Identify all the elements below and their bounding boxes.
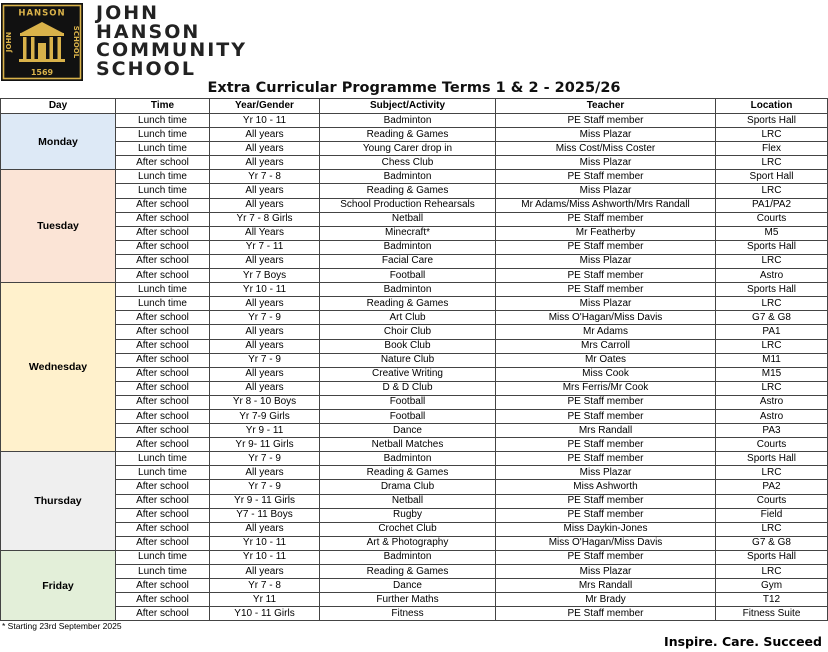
time-cell: After school	[116, 494, 210, 508]
year-cell: All years	[210, 367, 320, 381]
activity-cell: D & D Club	[320, 381, 496, 395]
teacher-cell: Mr Adams	[496, 325, 716, 339]
activity-cell: Dance	[320, 424, 496, 438]
location-cell: Sports Hall	[716, 283, 828, 297]
time-cell: After school	[116, 395, 210, 409]
location-cell: LRC	[716, 297, 828, 311]
activity-cell: Badminton	[320, 452, 496, 466]
teacher-cell: PE Staff member	[496, 494, 716, 508]
year-cell: All years	[210, 325, 320, 339]
year-cell: All years	[210, 198, 320, 212]
year-cell: All years	[210, 381, 320, 395]
year-cell: All years	[210, 156, 320, 170]
location-cell: Courts	[716, 438, 828, 452]
time-cell: After school	[116, 325, 210, 339]
location-cell: Field	[716, 508, 828, 522]
activity-cell: Badminton	[320, 240, 496, 254]
column-header-time: Time	[116, 99, 210, 114]
year-cell: All years	[210, 339, 320, 353]
table-row	[1, 156, 828, 170]
location-cell: LRC	[716, 156, 828, 170]
activity-cell: Further Maths	[320, 593, 496, 607]
table-header-row	[1, 99, 828, 114]
location-cell: Fitness Suite	[716, 607, 828, 621]
table-row	[1, 480, 828, 494]
location-cell: Sports Hall	[716, 114, 828, 128]
year-cell: Yr 7 Boys	[210, 269, 320, 283]
teacher-cell: Mrs Ferris/Mr Cook	[496, 381, 716, 395]
location-cell: LRC	[716, 381, 828, 395]
activity-cell: Badminton	[320, 283, 496, 297]
table-row	[1, 494, 828, 508]
activity-cell: Art Club	[320, 311, 496, 325]
day-cell-tuesday: Tuesday	[1, 170, 116, 283]
location-cell: Flex	[716, 142, 828, 156]
activity-cell: Book Club	[320, 339, 496, 353]
location-cell: LRC	[716, 522, 828, 536]
year-cell: Yr 9 - 11	[210, 424, 320, 438]
activity-cell: Dance	[320, 579, 496, 593]
year-cell: Yr 7 - 8	[210, 579, 320, 593]
location-cell: G7 & G8	[716, 311, 828, 325]
activity-cell: Art & Photography	[320, 536, 496, 550]
teacher-cell: PE Staff member	[496, 452, 716, 466]
activity-cell: Young Carer drop in	[320, 142, 496, 156]
activity-cell: Choir Club	[320, 325, 496, 339]
footnote: * Starting 23rd September 2025	[2, 621, 122, 631]
time-cell: After school	[116, 353, 210, 367]
time-cell: After school	[116, 536, 210, 550]
school-name-line: JOHN	[96, 2, 160, 24]
activity-cell: Minecraft*	[320, 226, 496, 240]
activity-cell: Reading & Games	[320, 466, 496, 480]
teacher-cell: Miss Daykin-Jones	[496, 522, 716, 536]
activity-cell: Drama Club	[320, 480, 496, 494]
time-cell: After school	[116, 381, 210, 395]
teacher-cell: Miss Cook	[496, 367, 716, 381]
teacher-cell: Miss Plazar	[496, 565, 716, 579]
teacher-cell: Miss Plazar	[496, 297, 716, 311]
column-header-location: Location	[716, 99, 828, 114]
year-cell: Yr 7 - 9	[210, 311, 320, 325]
activity-cell: Creative Writing	[320, 367, 496, 381]
location-cell: M11	[716, 353, 828, 367]
year-cell: Yr 10 - 11	[210, 283, 320, 297]
activity-cell: Badminton	[320, 170, 496, 184]
table-row	[1, 142, 828, 156]
table-row	[1, 522, 828, 536]
table-row	[1, 240, 828, 254]
activity-cell: Netball	[320, 494, 496, 508]
time-cell: After school	[116, 508, 210, 522]
teacher-cell: PE Staff member	[496, 550, 716, 564]
teacher-cell: Miss Plazar	[496, 128, 716, 142]
page-title: Extra Curricular Programme Terms 1 & 2 - 2025/26	[207, 80, 621, 96]
table-row	[1, 184, 828, 198]
activity-cell: Badminton	[320, 550, 496, 564]
school-crest-logo	[1, 3, 83, 81]
teacher-cell: PE Staff member	[496, 409, 716, 423]
crest-left-text: JOHN	[5, 31, 13, 53]
year-cell: All years	[210, 254, 320, 268]
table-row	[1, 536, 828, 550]
teacher-cell: PE Staff member	[496, 240, 716, 254]
activity-cell: Reading & Games	[320, 565, 496, 579]
year-cell: Yr 10 - 11	[210, 550, 320, 564]
location-cell: Sports Hall	[716, 550, 828, 564]
time-cell: After school	[116, 424, 210, 438]
activity-cell: Reading & Games	[320, 184, 496, 198]
location-cell: PA1	[716, 325, 828, 339]
year-cell: All years	[210, 184, 320, 198]
time-cell: After school	[116, 311, 210, 325]
year-cell: Y10 - 11 Girls	[210, 607, 320, 621]
location-cell: LRC	[716, 254, 828, 268]
location-cell: LRC	[716, 565, 828, 579]
activity-cell: Football	[320, 395, 496, 409]
time-cell: After school	[116, 607, 210, 621]
location-cell: Sport Hall	[716, 170, 828, 184]
table-row	[1, 409, 828, 423]
year-cell: Y7 - 11 Boys	[210, 508, 320, 522]
year-cell: All years	[210, 466, 320, 480]
day-cell-friday: Friday	[1, 550, 116, 620]
activity-cell: Chess Club	[320, 156, 496, 170]
location-cell: T12	[716, 593, 828, 607]
time-cell: After school	[116, 254, 210, 268]
year-cell: All years	[210, 128, 320, 142]
teacher-cell: PE Staff member	[496, 438, 716, 452]
year-cell: Yr 7 - 11	[210, 240, 320, 254]
location-cell: LRC	[716, 128, 828, 142]
time-cell: After school	[116, 438, 210, 452]
table-row	[1, 353, 828, 367]
time-cell: After school	[116, 480, 210, 494]
year-cell: Yr 10 - 11	[210, 114, 320, 128]
crest-year-text: 1569	[30, 68, 54, 77]
time-cell: Lunch time	[116, 184, 210, 198]
location-cell: PA2	[716, 480, 828, 494]
table-row	[1, 254, 828, 268]
time-cell: After school	[116, 156, 210, 170]
teacher-cell: Miss Cost/Miss Coster	[496, 142, 716, 156]
teacher-cell: PE Staff member	[496, 283, 716, 297]
table-row	[1, 607, 828, 621]
table-row	[1, 128, 828, 142]
table-row	[1, 579, 828, 593]
day-cell-wednesday: Wednesday	[1, 283, 116, 452]
activity-cell: Rugby	[320, 508, 496, 522]
year-cell: Yr 7-9 Girls	[210, 409, 320, 423]
year-cell: All years	[210, 522, 320, 536]
time-cell: Lunch time	[116, 128, 210, 142]
school-name-line: COMMUNITY	[96, 39, 248, 61]
column-header-year: Year/Gender	[210, 99, 320, 114]
activity-cell: Netball	[320, 212, 496, 226]
teacher-cell: PE Staff member	[496, 607, 716, 621]
activity-cell: Football	[320, 409, 496, 423]
day-cell-monday: Monday	[1, 114, 116, 170]
year-cell: Yr 8 - 10 Boys	[210, 395, 320, 409]
teacher-cell: Mrs Randall	[496, 424, 716, 438]
year-cell: Yr 11	[210, 593, 320, 607]
table-row	[1, 565, 828, 579]
year-cell: All Years	[210, 226, 320, 240]
table-row	[1, 466, 828, 480]
column-header-activity: Subject/Activity	[320, 99, 496, 114]
location-cell: PA1/PA2	[716, 198, 828, 212]
table-row	[1, 508, 828, 522]
teacher-cell: PE Staff member	[496, 170, 716, 184]
teacher-cell: PE Staff member	[496, 269, 716, 283]
activity-cell: Nature Club	[320, 353, 496, 367]
location-cell: M5	[716, 226, 828, 240]
teacher-cell: Miss Plazar	[496, 156, 716, 170]
table-row	[1, 438, 828, 452]
teacher-cell: Mr Oates	[496, 353, 716, 367]
table-row	[1, 226, 828, 240]
time-cell: After school	[116, 269, 210, 283]
location-cell: Sports Hall	[716, 240, 828, 254]
time-cell: After school	[116, 409, 210, 423]
teacher-cell: Mrs Carroll	[496, 339, 716, 353]
table-row	[1, 550, 828, 564]
table-row	[1, 212, 828, 226]
time-cell: Lunch time	[116, 297, 210, 311]
year-cell: Yr 9 - 11 Girls	[210, 494, 320, 508]
location-cell: Gym	[716, 579, 828, 593]
time-cell: Lunch time	[116, 142, 210, 156]
school-name-line: SCHOOL	[96, 57, 196, 80]
crest-right-text: SCHOOL	[72, 25, 80, 59]
programme-table	[0, 98, 828, 621]
activity-cell: Crochet Club	[320, 522, 496, 536]
time-cell: After school	[116, 522, 210, 536]
table-row	[1, 325, 828, 339]
time-cell: After school	[116, 339, 210, 353]
table-row	[1, 339, 828, 353]
table-row	[1, 297, 828, 311]
time-cell: Lunch time	[116, 565, 210, 579]
location-cell: Astro	[716, 395, 828, 409]
table-row	[1, 283, 828, 297]
year-cell: Yr 7 - 8	[210, 170, 320, 184]
activity-cell: Football	[320, 269, 496, 283]
teacher-cell: Miss O'Hagan/Miss Davis	[496, 311, 716, 325]
table-row	[1, 593, 828, 607]
time-cell: Lunch time	[116, 170, 210, 184]
location-cell: PA3	[716, 424, 828, 438]
time-cell: After school	[116, 240, 210, 254]
teacher-cell: Miss Plazar	[496, 254, 716, 268]
teacher-cell: Miss Plazar	[496, 184, 716, 198]
table-row	[1, 311, 828, 325]
activity-cell: School Production Rehearsals	[320, 198, 496, 212]
school-name-line: HANSON	[96, 20, 201, 43]
activity-cell: Reading & Games	[320, 297, 496, 311]
table-row	[1, 114, 828, 128]
time-cell: Lunch time	[116, 550, 210, 564]
table-row	[1, 269, 828, 283]
activity-cell: Badminton	[320, 114, 496, 128]
table-row	[1, 367, 828, 381]
teacher-cell: Mrs Randall	[496, 579, 716, 593]
activity-cell: Netball Matches	[320, 438, 496, 452]
table-row	[1, 424, 828, 438]
day-cell-thursday: Thursday	[1, 452, 116, 551]
time-cell: After school	[116, 593, 210, 607]
location-cell: Courts	[716, 212, 828, 226]
activity-cell: Reading & Games	[320, 128, 496, 142]
table-row	[1, 395, 828, 409]
table-row	[1, 170, 828, 184]
location-cell: LRC	[716, 466, 828, 480]
teacher-cell: PE Staff member	[496, 212, 716, 226]
teacher-cell: Mr Brady	[496, 593, 716, 607]
column-header-teacher: Teacher	[496, 99, 716, 114]
year-cell: Yr 7 - 9	[210, 353, 320, 367]
time-cell: After school	[116, 212, 210, 226]
teacher-cell: PE Staff member	[496, 508, 716, 522]
year-cell: Yr 7 - 9	[210, 452, 320, 466]
time-cell: Lunch time	[116, 452, 210, 466]
location-cell: Astro	[716, 269, 828, 283]
school-name	[96, 4, 296, 78]
teacher-cell: PE Staff member	[496, 114, 716, 128]
table-body	[1, 114, 828, 621]
location-cell: M15	[716, 367, 828, 381]
crest-top-text: HANSON	[18, 8, 66, 19]
location-cell: Sports Hall	[716, 452, 828, 466]
location-cell: G7 & G8	[716, 536, 828, 550]
year-cell: Yr 10 - 11	[210, 536, 320, 550]
time-cell: After school	[116, 367, 210, 381]
year-cell: All years	[210, 565, 320, 579]
location-cell: Courts	[716, 494, 828, 508]
teacher-cell: Miss Plazar	[496, 466, 716, 480]
teacher-cell: Miss O'Hagan/Miss Davis	[496, 536, 716, 550]
year-cell: Yr 7 - 8 Girls	[210, 212, 320, 226]
year-cell: Yr 9- 11 Girls	[210, 438, 320, 452]
teacher-cell: PE Staff member	[496, 395, 716, 409]
year-cell: All years	[210, 297, 320, 311]
location-cell: Astro	[716, 409, 828, 423]
teacher-cell: Mr Featherby	[496, 226, 716, 240]
time-cell: After school	[116, 226, 210, 240]
column-header-day: Day	[1, 99, 116, 114]
time-cell: Lunch time	[116, 466, 210, 480]
location-cell: LRC	[716, 339, 828, 353]
time-cell: Lunch time	[116, 114, 210, 128]
location-cell: LRC	[716, 184, 828, 198]
time-cell: After school	[116, 198, 210, 212]
table-row	[1, 452, 828, 466]
teacher-cell: Miss Ashworth	[496, 480, 716, 494]
activity-cell: Fitness	[320, 607, 496, 621]
activity-cell: Facial Care	[320, 254, 496, 268]
table-row	[1, 381, 828, 395]
teacher-cell: Mr Adams/Miss Ashworth/Mrs Randall	[496, 198, 716, 212]
time-cell: After school	[116, 579, 210, 593]
time-cell: Lunch time	[116, 283, 210, 297]
year-cell: All years	[210, 142, 320, 156]
table-row	[1, 198, 828, 212]
year-cell: Yr 7 - 9	[210, 480, 320, 494]
school-motto: Inspire. Care. Succeed	[664, 634, 822, 649]
